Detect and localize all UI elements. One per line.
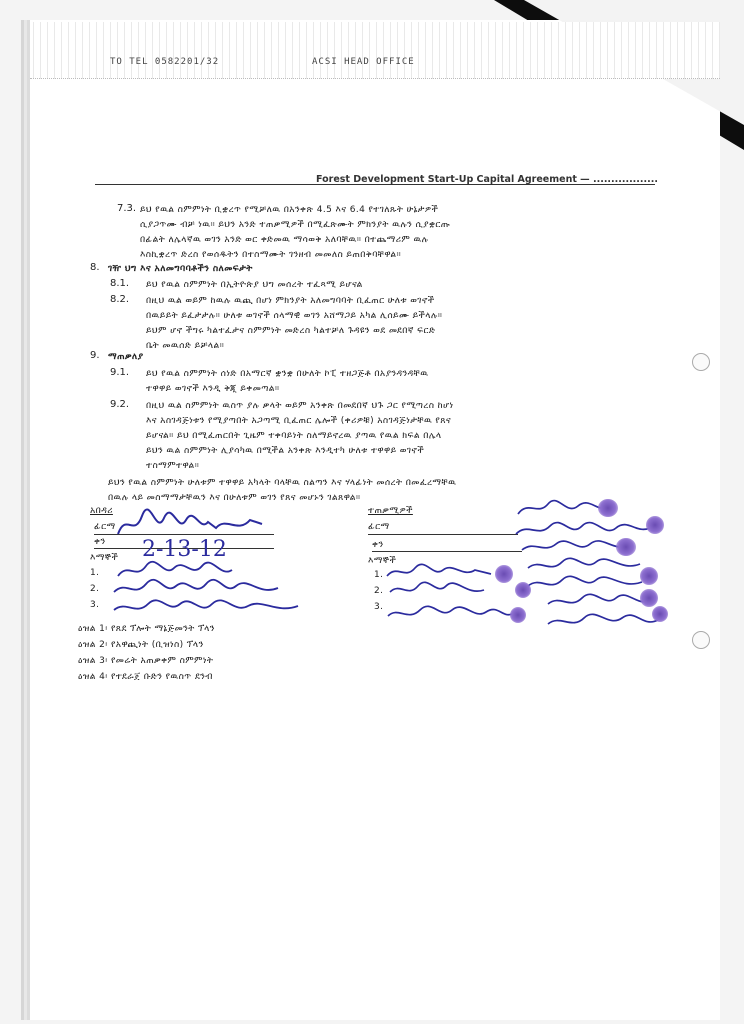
attachment-1: ዕዝል 1፡ የጸደ ፕሎት ማኔጅመንት ፕላን [78,624,215,634]
borrower-witness-3-scribble [386,604,516,628]
borrowers-sign-label: ፊርማ [368,522,390,532]
body-line: በዉይይት ይፈታታሉ። ሁለቱ ወገኖች ሰላማዊ ወገን አሸማጋይ አካል ሊሰይሙ ይችላሉ። [146,311,443,321]
body-line: እስኪቋረጥ ድረስ የወሰዱትን በተስማሙት ገንዘብ መመለስ ይጠበቅባቸዋል። [140,250,402,260]
heading-9: ማጠቃለያ [108,352,144,362]
body-line: ይህ የዉል ስምምነት በኢትዮጵያ ህግ መሰረት ተፈጻሚ ይሆናል [146,280,363,290]
thumbprint-stamp [646,516,664,534]
borrower-witness-number: 1. [374,570,384,580]
body-line: ይህን ዉል ስምምነት ሊያሳካዉ በሚችል አንቀጽ እንዲተካ ሁለቱ ተዋዋይ ወገኖች [146,446,425,456]
body-line: በዚህ ዉል ወይም ከዉሉ ዉጪ በሆነ ምክንያት አለመግባባት ቢፈጠር ሁለቱ ወገኖች [146,296,435,306]
lender-witness-number: 1. [90,568,100,578]
body-line: በዚህ ዉል ስምምነት ዉስጥ ያሉ ቃላት ወይም አንቀጽ በመደበኛ ህጉ ጋር የሚጣረስ ከሆነ [146,401,454,411]
body-line: ተዋዋይ ወገኖች እንዲ ቅጂ ይቀመጣል። [146,384,280,394]
clause-9-1-number: 9.1. [110,367,130,378]
body-line: ይሆናል። ይህ በሚፈጠርበት ጊዜም ተቀባይነት ስለማይኖረዉ ያጣዉ የዉል ክፍል በሌላ [146,431,442,441]
body-line: ይህም ሆኖ ችግሩ ካልተፈታና ስምምነት መድረስ ካልተቻለ ጉዳዩን ወደ መደበኛ ፍርድ [146,326,436,336]
borrowers-witnesses-label: እማኞች [368,556,397,566]
borrowers-date-label: ቀን [372,540,384,550]
lender-date-label: ቀን [94,537,106,547]
clause-7-3-number: 7.3. [117,203,137,214]
lender-witnesses-label: እማኞች [90,553,119,563]
borrower-witness-number: 3. [374,602,384,612]
borrowers-heading: ተጠቃሚዎች [368,506,413,516]
borrower-witness-number: 2. [374,586,384,596]
closing-line: በዉሉ ላይ መስማማታቸዉን እና በሁለቱም ወገን የጸና መሆኑን ገልጸዋል። [108,493,361,503]
clause-8-1-number: 8.1. [110,278,130,289]
borrowers-date-line [372,551,522,552]
clause-9-2-number: 9.2. [110,399,130,410]
body-line: ቤት መዉሰድ ይቻላል። [146,341,225,351]
thumbprint-stamp [652,606,668,622]
body-line: ይህ የዉል ስምምነት ቢቋረጥ የሚቻለዉ በአንቀጽ 4.5 እና 6.4 የተገለጹት ሁኔታዎች [140,205,439,215]
lender-heading: አበዳሪ [90,506,113,516]
thumbprint-stamp [515,582,531,598]
thumbprint-stamp [640,567,658,585]
body-line: ተስማምተዋል። [146,461,200,471]
lender-witness-number: 3. [90,600,100,610]
clause-9-number: 9. [90,350,100,361]
lender-witness-3-scribble [112,596,302,622]
body-line: ይህ የዉል ስምምነት ሰነድ በአማርኛ ቋንቋ በሁለት ኮፒ ተዘጋጅቶ በአያንዳንዳቸዉ [146,369,429,379]
fax-tel: TO TEL 0582201/32 [110,57,220,67]
thumbprint-stamp [510,607,526,623]
thumbprint-stamp [616,538,636,556]
thumbprint-stamp [598,499,618,517]
fax-office: ACSI HEAD OFFICE [312,57,415,67]
header-rule [95,184,655,185]
borrowers-sign-line [368,534,518,535]
body-line: እና አስገዳጅነቱን የሚያጣበት አጋጣሚ ቢፈጠር ሌሎች (ቀሪዎቹ) አስገዳጅነታቸዉ የጸና [146,416,452,426]
running-title: Forest Development Start-Up Capital Agreement — .................. [316,174,658,185]
thumbprint-stamp [495,565,513,583]
closing-line: ይህን የዉል ስምምነት ሁለቱም ተዋዋይ አካላት ባላቸዉ ስልጣን እና ሃላፊነት መሰረት በመፈረማቸዉ [108,478,457,488]
heading-8: ገዥ ህግ እና አለመግባባቶችን ስለመፍታት [108,264,253,274]
clause-8-2-number: 8.2. [110,294,130,305]
fax-header-bar [30,22,720,79]
body-line: ሲያጋጥሙ ብቻ ነዉ። ይህን አንድ ተጠቃሚዎች በሚፈጽሙት ምክንያት ዉሉን ሲያቋርጡ [140,220,451,230]
punch-hole-bottom [692,631,710,649]
borrowers-names-handwritten [512,494,662,638]
punch-hole-top [692,353,710,371]
lender-witness-number: 2. [90,584,100,594]
attachment-3: ዕዝል 3፡ የመሬት አጠቃቀም ስምምነት [78,656,214,666]
attachment-2: ዕዝል 2፡ የአዋጪነት (ቢዝነስ) ፕላን [78,640,204,650]
borrower-witness-2-scribble [388,580,488,604]
thumbprint-stamp [640,589,658,607]
clause-8-number: 8. [90,262,100,273]
attachment-4: ዕዝል 4፡ የተደራጀ ቡድን የዉስጥ ደንብ [78,672,213,682]
lender-sign-label: ፊርማ [94,522,116,532]
body-line: በፊልት ለሌላኛዉ ወገን አንድ ወር ቀድመዉ ማሳወቅ አለባቸዉ። በተጨማሪም ዉሉ [140,235,429,245]
handwritten-date: 2-13-12 [142,537,227,562]
